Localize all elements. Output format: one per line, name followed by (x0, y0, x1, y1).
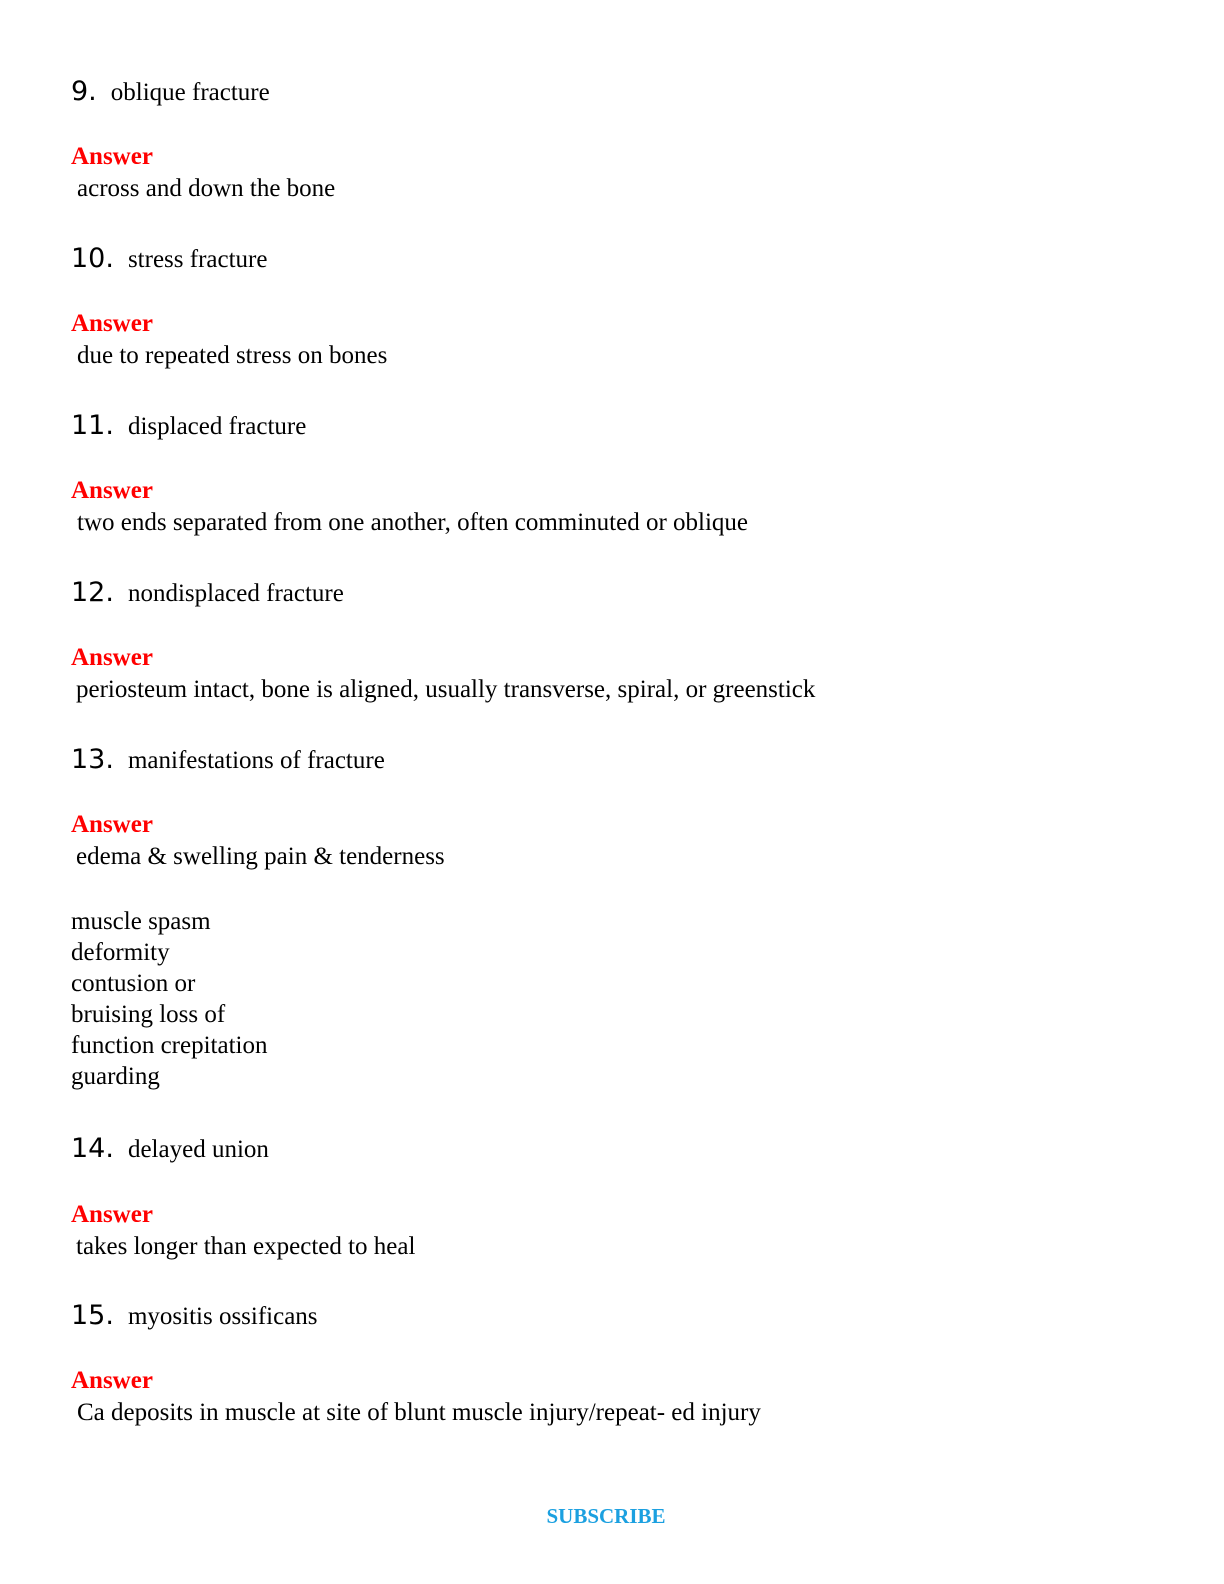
answer-text: across and down the bone (77, 175, 336, 202)
question-term: delayed union (127, 1136, 269, 1163)
question-number: 10. (71, 243, 114, 274)
question-13 (71, 746, 385, 773)
question-15 (71, 1302, 318, 1329)
question-10 (71, 245, 267, 272)
question-term: stress fracture (127, 246, 268, 273)
question-11 (71, 412, 306, 439)
answer-extra-line: function crepitation (71, 1032, 268, 1059)
question-term: nondisplaced fracture (127, 580, 344, 607)
answer-extra-line: guarding (71, 1063, 160, 1090)
answer-label: Answer (71, 477, 153, 504)
question-term: displaced fracture (127, 413, 307, 440)
answer-label: Answer (71, 143, 153, 170)
question-14 (71, 1135, 269, 1162)
answer-label: Answer (71, 1367, 153, 1394)
question-12 (71, 579, 344, 606)
answer-extra-line: contusion or (71, 970, 196, 997)
answer-label: Answer (71, 644, 153, 671)
answer-text: periosteum intact, bone is aligned, usually transverse, spiral, or greenstick (76, 676, 816, 703)
answer-text: due to repeated stress on bones (77, 342, 388, 369)
subscribe-link[interactable]: SUBSCRIBE (546, 1504, 666, 1528)
question-term: myositis ossificans (127, 1303, 318, 1330)
answer-label: Answer (71, 811, 153, 838)
question-number: 11. (71, 410, 114, 441)
question-number: 12. (71, 577, 114, 608)
answer-text: takes longer than expected to heal (76, 1233, 416, 1260)
question-term: manifestations of fracture (127, 747, 385, 774)
answer-label: Answer (71, 310, 153, 337)
answer-text: Ca deposits in muscle at site of blunt muscle injury/repeat- ed injury (77, 1399, 761, 1426)
answer-label: Answer (71, 1201, 153, 1228)
question-9 (71, 78, 270, 105)
answer-extra-lines (71, 906, 267, 1092)
question-term: oblique fracture (110, 79, 270, 106)
question-number: 13. (71, 744, 114, 775)
answer-text: edema & swelling pain & tenderness (76, 843, 445, 870)
question-number: 9. (71, 76, 97, 107)
question-number: 14. (71, 1133, 114, 1164)
question-number: 15. (71, 1300, 114, 1331)
answer-extra-line: muscle spasm (71, 908, 211, 935)
answer-extra-line: bruising loss of (71, 1001, 226, 1028)
answer-text: two ends separated from one another, often comminuted or oblique (77, 509, 749, 536)
answer-extra-line: deformity (71, 939, 170, 966)
